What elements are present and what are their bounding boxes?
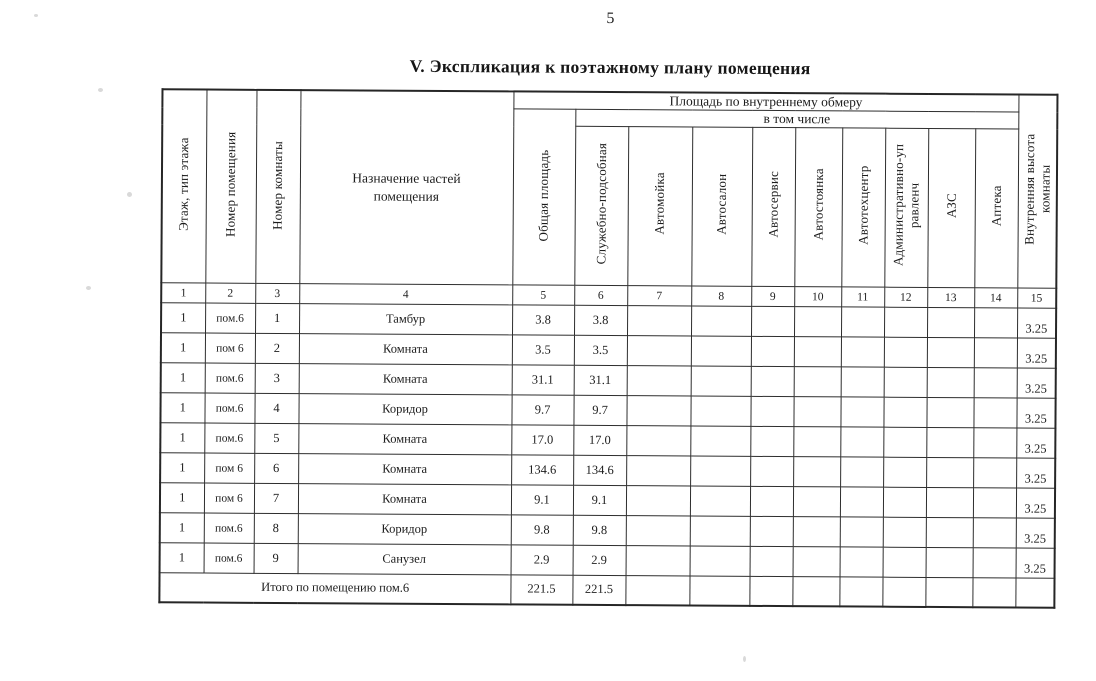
cell-parking — [794, 367, 841, 397]
column-number: 10 — [794, 287, 841, 307]
column-number: 9 — [751, 286, 794, 306]
cell-height: 3.25 — [1017, 368, 1056, 398]
total-empty-cell — [972, 578, 1015, 607]
cell-height: 3.25 — [1016, 488, 1055, 518]
total-empty-cell — [749, 576, 792, 605]
total-service-value: 221.5 — [572, 575, 625, 604]
cell-carshop — [690, 426, 750, 456]
cell-administrative — [884, 337, 927, 367]
cell-pharmacy — [973, 428, 1016, 458]
cell-carshop — [690, 396, 750, 426]
cell-carshop — [690, 456, 750, 486]
scan-artifact — [127, 192, 132, 197]
column-number: 14 — [974, 288, 1017, 308]
cell-total-area: 9.7 — [511, 395, 573, 425]
scan-artifact — [34, 14, 38, 17]
column-number: 2 — [205, 283, 255, 303]
cell-carwash — [627, 336, 691, 366]
cell-carservice — [750, 516, 793, 546]
cell-room: 6 — [254, 453, 298, 483]
header-parking: Автостоянка — [794, 128, 842, 287]
cell-carwash — [626, 426, 690, 456]
page-title: V. Экспликация к поэтажному плану помещения — [409, 55, 811, 79]
explication-table — [158, 88, 1058, 608]
cell-pharmacy — [973, 458, 1016, 488]
cell-floor: 1 — [160, 423, 204, 453]
cell-purpose: Комната — [299, 334, 512, 365]
total-empty-cell — [1015, 578, 1054, 607]
table-body — [160, 303, 1057, 578]
column-number: 12 — [884, 287, 927, 307]
cell-techcenter — [840, 397, 883, 427]
cell-administrative — [883, 427, 926, 457]
cell-height: 3.25 — [1017, 338, 1056, 368]
cell-carwash — [626, 546, 690, 576]
cell-carservice — [750, 546, 793, 576]
cell-service-area: 9.7 — [573, 395, 626, 425]
cell-purpose: Санузел — [298, 544, 511, 575]
cell-total-area: 9.1 — [511, 485, 573, 515]
cell-floor: 1 — [160, 393, 204, 423]
cell-parking — [794, 307, 841, 337]
cell-premise: пом 6 — [204, 483, 254, 513]
column-number: 5 — [512, 285, 574, 305]
cell-administrative — [883, 487, 926, 517]
cell-administrative — [883, 547, 926, 577]
cell-floor: 1 — [160, 453, 204, 483]
cell-administrative — [883, 517, 926, 547]
column-number: 8 — [691, 286, 751, 306]
cell-carservice — [750, 486, 793, 516]
column-number: 1 — [161, 283, 205, 303]
cell-pharmacy — [974, 338, 1017, 368]
cell-total-area: 17.0 — [511, 425, 573, 455]
total-empty-cell — [882, 577, 925, 606]
cell-room: 8 — [254, 513, 298, 543]
column-number: 15 — [1017, 288, 1056, 308]
cell-carshop — [691, 366, 751, 396]
cell-service-area: 17.0 — [573, 425, 626, 455]
header-room-number: Номер комнаты — [255, 90, 300, 284]
cell-purpose: Комната — [298, 484, 511, 515]
cell-room: 3 — [255, 363, 299, 393]
cell-height: 3.25 — [1016, 458, 1055, 488]
cell-premise: пом.6 — [204, 423, 254, 453]
cell-floor: 1 — [160, 543, 204, 573]
header-area-group: Площадь по внутреннему обмеру — [513, 91, 1018, 112]
header-floor: Этаж, тип этажа — [161, 89, 206, 283]
document-sheet — [157, 5, 1060, 608]
cell-parking — [793, 457, 840, 487]
cell-parking — [793, 487, 840, 517]
cell-purpose: Коридор — [298, 514, 511, 545]
cell-floor: 1 — [161, 303, 205, 333]
cell-techcenter — [840, 547, 883, 577]
cell-service-area: 2.9 — [573, 545, 626, 575]
cell-floor: 1 — [160, 483, 204, 513]
cell-parking — [793, 397, 840, 427]
cell-gas-station — [926, 547, 973, 577]
cell-carservice — [750, 396, 793, 426]
cell-techcenter — [840, 457, 883, 487]
cell-administrative — [884, 367, 927, 397]
header-carshop: Автосалон — [691, 127, 752, 286]
cell-pharmacy — [974, 368, 1017, 398]
header-including-group: в том числе — [575, 109, 1018, 129]
cell-administrative — [884, 307, 927, 337]
cell-techcenter — [840, 487, 883, 517]
cell-carwash — [626, 396, 690, 426]
cell-room: 2 — [255, 333, 299, 363]
cell-parking — [794, 337, 841, 367]
column-number: 4 — [299, 284, 512, 305]
column-number: 3 — [255, 283, 299, 303]
cell-total-area: 3.8 — [512, 305, 574, 335]
cell-room: 7 — [254, 483, 298, 513]
cell-administrative — [883, 457, 926, 487]
cell-room: 4 — [254, 393, 298, 423]
cell-premise: пом 6 — [204, 453, 254, 483]
cell-height: 3.25 — [1016, 518, 1055, 548]
cell-service-area: 134.6 — [573, 455, 626, 485]
cell-room: 9 — [254, 543, 298, 573]
cell-techcenter — [840, 517, 883, 547]
cell-carwash — [626, 516, 690, 546]
column-number: 11 — [841, 287, 884, 307]
total-empty-cell — [625, 576, 689, 605]
cell-purpose: Комната — [299, 364, 512, 395]
cell-service-area: 31.1 — [574, 365, 627, 395]
table-head-section — [161, 89, 1057, 308]
total-label: Итого по помещению пом.6 — [159, 573, 510, 604]
cell-pharmacy — [974, 308, 1017, 338]
cell-service-area: 9.8 — [573, 515, 626, 545]
cell-floor: 1 — [160, 513, 204, 543]
cell-parking — [793, 427, 840, 457]
cell-carshop — [691, 306, 751, 336]
cell-gas-station — [926, 427, 973, 457]
cell-premise: пом.6 — [204, 513, 254, 543]
cell-gas-station — [927, 367, 974, 397]
header-techcenter: Автотехцентр — [841, 128, 885, 287]
column-number: 7 — [627, 286, 691, 306]
cell-techcenter — [841, 337, 884, 367]
total-empty-cell — [689, 576, 749, 605]
cell-carshop — [690, 546, 750, 576]
cell-premise: пом.6 — [204, 543, 254, 573]
cell-total-area: 31.1 — [512, 365, 574, 395]
cell-total-area: 9.8 — [511, 515, 573, 545]
cell-premise: пом.6 — [204, 393, 254, 423]
scan-artifact — [98, 88, 103, 92]
cell-floor: 1 — [161, 333, 205, 363]
header-carservice: Автосервис — [751, 127, 795, 286]
cell-pharmacy — [973, 548, 1016, 578]
cell-techcenter — [840, 427, 883, 457]
cell-carservice — [750, 426, 793, 456]
cell-floor: 1 — [161, 363, 205, 393]
cell-carwash — [627, 366, 691, 396]
cell-carwash — [626, 456, 690, 486]
cell-carshop — [690, 486, 750, 516]
cell-service-area: 3.8 — [574, 305, 627, 335]
cell-service-area: 9.1 — [573, 485, 626, 515]
header-administrative: Административно-уп равленч — [884, 128, 928, 287]
cell-carshop — [690, 516, 750, 546]
cell-purpose: Комната — [298, 424, 511, 455]
cell-carservice — [751, 336, 794, 366]
cell-total-area: 3.5 — [512, 335, 574, 365]
header-premise-number: Номер помещения — [205, 90, 256, 284]
cell-pharmacy — [973, 518, 1016, 548]
cell-pharmacy — [973, 398, 1016, 428]
cell-height: 3.25 — [1017, 308, 1056, 338]
cell-techcenter — [841, 367, 884, 397]
page-number: 5 — [606, 9, 615, 28]
total-empty-cell — [925, 577, 972, 606]
cell-gas-station — [927, 307, 974, 337]
cell-room: 5 — [254, 423, 298, 453]
cell-premise: пом 6 — [205, 333, 255, 363]
total-empty-cell — [839, 577, 882, 606]
column-number: 13 — [927, 287, 974, 307]
table-footer-section — [159, 573, 1054, 607]
cell-carservice — [750, 456, 793, 486]
cell-total-area: 2.9 — [511, 545, 573, 575]
scan-artifact — [86, 286, 91, 290]
cell-gas-station — [926, 487, 973, 517]
header-gas-station: АЗС — [927, 128, 975, 287]
cell-carservice — [751, 366, 794, 396]
cell-room: 1 — [255, 303, 299, 333]
cell-gas-station — [926, 457, 973, 487]
cell-administrative — [883, 397, 926, 427]
total-row — [159, 573, 1054, 607]
cell-purpose: Тамбур — [299, 304, 512, 335]
cell-height: 3.25 — [1017, 398, 1056, 428]
header-service-area: Служебно-подсобная — [574, 126, 628, 285]
cell-pharmacy — [973, 488, 1016, 518]
cell-purpose: Комната — [298, 454, 511, 485]
cell-gas-station — [926, 517, 973, 547]
cell-service-area: 3.5 — [574, 335, 627, 365]
cell-gas-station — [926, 397, 973, 427]
cell-purpose: Коридор — [298, 394, 511, 425]
cell-gas-station — [927, 337, 974, 367]
cell-carwash — [626, 486, 690, 516]
cell-parking — [793, 517, 840, 547]
cell-total-area: 134.6 — [511, 455, 573, 485]
cell-premise: пом.6 — [205, 303, 255, 333]
cell-techcenter — [841, 307, 884, 337]
cell-carshop — [691, 336, 751, 366]
total-empty-cell — [792, 577, 839, 606]
header-purpose: Назначение частей помещения — [299, 90, 513, 285]
cell-parking — [793, 547, 840, 577]
header-inner-height: Внутренняя высота комнаты — [1017, 94, 1057, 288]
total-area-value: 221.5 — [510, 575, 572, 604]
cell-premise: пом.6 — [205, 363, 255, 393]
cell-height: 3.25 — [1016, 428, 1055, 458]
header-carwash: Автомойка — [627, 127, 692, 286]
cell-carwash — [627, 306, 691, 336]
scan-artifact — [743, 656, 746, 662]
cell-carservice — [751, 306, 794, 336]
header-total-area: Общая площадь — [512, 109, 575, 285]
column-number: 6 — [574, 285, 627, 305]
header-pharmacy: Аптека — [974, 129, 1018, 288]
cell-height: 3.25 — [1016, 548, 1055, 578]
